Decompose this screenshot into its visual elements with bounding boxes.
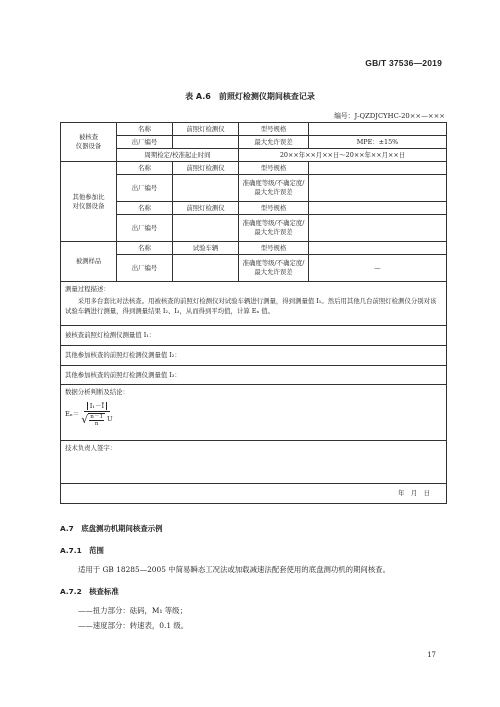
table-caption: 表 A.6 前照灯检测仪期间核查记录: [185, 92, 315, 101]
sample-factory-value: [173, 255, 239, 282]
formula-u: U: [107, 415, 113, 424]
sqrt-denominator: n: [94, 420, 99, 427]
compare-name-label-2: 名称: [117, 202, 173, 215]
analysis-cell: [61, 385, 447, 441]
device-group-label: 被核查 仪器设备: [61, 123, 117, 162]
compare-name-label-1: 名称: [117, 162, 173, 175]
section-a71-title: A.7.1 范围: [60, 546, 104, 555]
row-i3: 其他参加核查的前照灯检测仪测量值 I₃：: [61, 366, 447, 385]
record-serial: 编号：J-QZDJCYHC-20××—×××: [334, 112, 445, 120]
compare-model-value-1: [309, 162, 447, 175]
device-factory-label: 出厂编号: [117, 136, 173, 149]
compare-model-value-2: [309, 202, 447, 215]
signature-label: 技术负责人签字：: [65, 444, 117, 452]
compare-group-label: 其他参加比 对仪器设备: [61, 162, 117, 242]
compare-accuracy-value-2: [309, 215, 447, 242]
device-mpe-label: 最大允许误差: [239, 136, 309, 149]
row-i2: 其他参加核查的前照灯检测仪测量值 I₂：: [61, 346, 447, 366]
sample-model-label: 型号规格: [239, 242, 309, 255]
signature-cell: [61, 441, 447, 484]
date-field: 年 月 日: [61, 484, 447, 504]
analysis-title: 数据分析判断及结论：: [65, 388, 129, 396]
sample-group-label: 被测样品: [61, 242, 117, 282]
compare-factory-value-2: [173, 215, 239, 242]
page-number: 17: [427, 651, 436, 659]
process-title: 测量过程描述：: [65, 285, 110, 293]
device-mpe-value: MPE：±15%: [309, 136, 447, 149]
sample-name-label: 名称: [117, 242, 173, 255]
verification-record-table: [60, 122, 447, 504]
compare-name-value-1: 前照灯检测仪: [173, 162, 239, 175]
sqrt-content: [88, 413, 105, 427]
section-a7-title: A.7 底盘测功机期间核查示例: [60, 524, 163, 533]
section-a72-item-1: ——扭力部分：砝码，M₁ 等级；: [78, 606, 187, 615]
formula-fraction: [81, 402, 112, 427]
formula-lhs: Eₙ＝: [65, 409, 80, 418]
sqrt-numerator: n－1: [90, 413, 104, 420]
compare-model-label-1: 型号规格: [239, 162, 309, 175]
process-text: 采用多台套比对法核查。用被核查的前照灯检测仪对试验车辆进行测量，得到测量值 I₁。然后用其他几台前照灯检测仪分别对该试验车辆进行测量，得到测量结果 I₂、I₃，从而得到平均值，计算 Eₙ 值。: [65, 296, 437, 315]
row-i1: 被核查前照灯检测仪测量值 I₁：: [61, 326, 447, 346]
en-formula: [65, 402, 442, 427]
sample-name-value: 试验车辆: [173, 242, 239, 255]
compare-name-value-2: 前照灯检测仪: [173, 202, 239, 215]
sample-model-value: [309, 242, 447, 255]
device-period-value: 20××年××月××日～20××年××月××日: [239, 149, 447, 162]
compare-factory-value-1: [173, 175, 239, 202]
device-model-value: [309, 123, 447, 136]
device-period-label: 周期检定/校准起止时间: [117, 149, 239, 162]
compare-model-label-2: 型号规格: [239, 202, 309, 215]
process-description: [61, 282, 447, 326]
sample-factory-label: 出厂编号: [117, 255, 173, 282]
device-model-label: 型号规格: [239, 123, 309, 136]
section-a72-title: A.7.2 核查标准: [60, 587, 119, 596]
compare-accuracy-label-1: 准确度等级/不确定度/ 最大允许误差: [239, 175, 309, 202]
formula-numerator: I₁－Ī: [87, 402, 107, 410]
compare-factory-label-1: 出厂编号: [117, 175, 173, 202]
section-a72-item-2: ——速度部分：转速表，0.1 级。: [78, 621, 189, 630]
compare-accuracy-value-1: [309, 175, 447, 202]
sqrt-symbol: √: [81, 413, 89, 427]
sample-accuracy-value: —: [309, 255, 447, 282]
sample-accuracy-label: 准确度等级/不确定度/ 最大允许误差: [239, 255, 309, 282]
compare-factory-label-2: 出厂编号: [117, 215, 173, 242]
standard-number: GB/T 37536—2019: [365, 58, 442, 68]
device-name-label: 名称: [117, 123, 173, 136]
compare-accuracy-label-2: 准确度等级/不确定度/ 最大允许误差: [239, 215, 309, 242]
device-name-value: 前照灯检测仪: [173, 123, 239, 136]
device-factory-value: [173, 136, 239, 149]
section-a71-text: 适用于 GB 18285—2005 中简易瞬态工况法或加载减速法配套使用的底盘测功机的期间核查。: [78, 565, 390, 574]
